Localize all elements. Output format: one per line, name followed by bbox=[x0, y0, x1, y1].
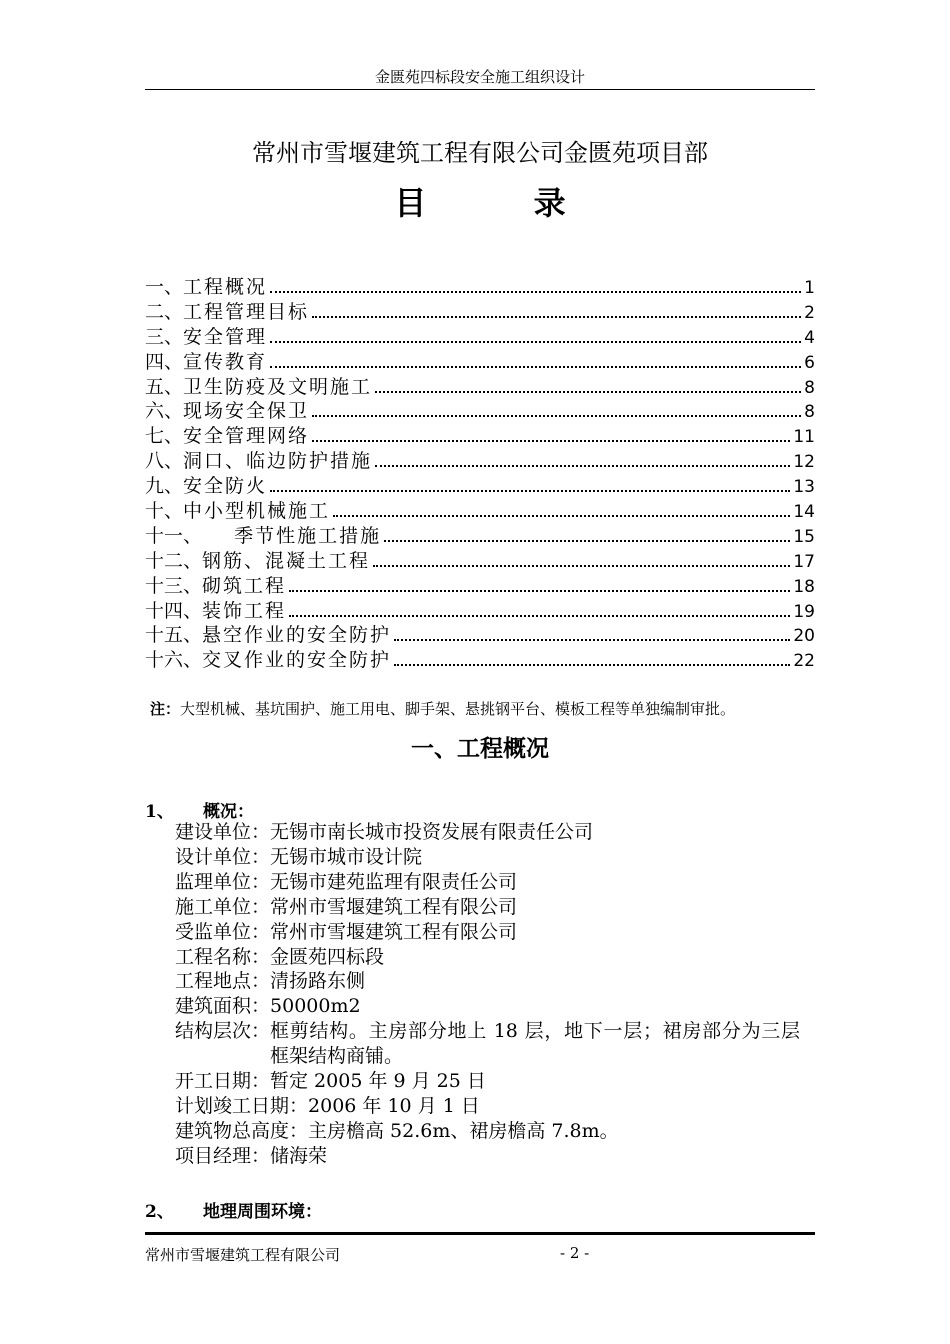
toc-entry-page: 6 bbox=[804, 352, 815, 373]
toc-entry-page: 20 bbox=[793, 626, 815, 647]
info-value: 2006 年 10 月 1 日 bbox=[308, 1094, 480, 1117]
header-rule bbox=[145, 89, 815, 90]
info-key: 建设单位： bbox=[175, 821, 271, 843]
toc-entry-number: 五、 bbox=[145, 375, 184, 398]
toc-entry-page: 13 bbox=[793, 477, 815, 498]
info-value: 50000m2 bbox=[270, 995, 361, 1018]
note bbox=[150, 698, 820, 719]
toc-entry-label: 中小型机械施工 bbox=[183, 500, 331, 523]
subsection-1-number: 1、 bbox=[145, 802, 174, 822]
toc-leader-dots bbox=[312, 315, 801, 318]
info-key: 结构层次： bbox=[175, 1020, 271, 1043]
toc-entry-number: 六、 bbox=[145, 400, 184, 423]
subsection-2-number: 2、 bbox=[145, 1202, 174, 1222]
toc-entry[interactable] bbox=[145, 322, 815, 347]
info-value: 框剪结构。主房部分地上 18 层，地下一层；裙房部分为三层框架结构商铺。 bbox=[270, 1020, 801, 1068]
info-row bbox=[175, 820, 815, 845]
note-text: 大型机械、基坑围护、施工用电、脚手架、悬挑钢平台、模板工程等单独编制审批。 bbox=[180, 700, 736, 718]
info-row bbox=[175, 1144, 815, 1169]
toc-entry-label: 宣传教育 bbox=[183, 350, 268, 373]
toc-entry-number: 十一、 bbox=[145, 524, 203, 547]
info-key: 建筑物总高度： bbox=[175, 1119, 309, 1142]
info-value: 常州市雪堰建筑工程有限公司 bbox=[270, 920, 518, 943]
info-key: 设计单位： bbox=[175, 845, 271, 868]
toc-entry-label: 洞口、临边防护措施 bbox=[183, 450, 373, 473]
toc-entry-label: 安全防火 bbox=[183, 475, 268, 498]
subsection-1 bbox=[145, 797, 254, 822]
info-key: 计划竣工日期： bbox=[175, 1094, 309, 1117]
project-info-list bbox=[175, 820, 815, 1169]
toc-leader-dots bbox=[289, 589, 790, 592]
toc-entry-number: 一、 bbox=[145, 276, 184, 298]
info-row bbox=[175, 1069, 815, 1094]
info-value: 清扬路东侧 bbox=[270, 970, 366, 993]
toc-entry-number: 二、 bbox=[145, 300, 184, 323]
toc-entry[interactable] bbox=[145, 372, 815, 397]
toc-leader-dots bbox=[394, 663, 790, 666]
info-row bbox=[175, 845, 815, 870]
info-row bbox=[175, 994, 815, 1019]
toc-entry-page: 22 bbox=[793, 651, 815, 672]
toc-entry-number: 十五、 bbox=[145, 624, 203, 647]
toc-leader-dots bbox=[270, 489, 790, 492]
toc-leader-dots bbox=[373, 564, 790, 567]
organization-title: 常州市雪堰建筑工程有限公司金匮苑项目部 bbox=[252, 139, 708, 167]
toc-entry-label: 季节性施工措施 bbox=[202, 524, 382, 547]
toc-entry[interactable] bbox=[145, 496, 815, 521]
toc-entry-number: 七、 bbox=[145, 425, 184, 448]
toc-leader-dots bbox=[312, 439, 790, 442]
toc-entry-label: 卫生防疫及文明施工 bbox=[183, 375, 373, 398]
toc-entry-number: 十四、 bbox=[145, 599, 203, 622]
info-row bbox=[175, 920, 815, 945]
toc-entry-number: 八、 bbox=[145, 450, 184, 473]
toc-entry-label: 工程概况 bbox=[183, 276, 268, 298]
info-row bbox=[175, 870, 815, 895]
toc-leader-dots bbox=[375, 464, 790, 467]
toc-heading: 目 录 bbox=[394, 184, 614, 222]
toc-entry-page: 14 bbox=[793, 502, 815, 523]
toc-entry-page: 8 bbox=[804, 402, 815, 423]
info-key: 项目经理： bbox=[175, 1144, 271, 1167]
toc-entry[interactable] bbox=[145, 645, 815, 670]
toc-entry[interactable] bbox=[145, 471, 815, 496]
info-key: 开工日期： bbox=[175, 1070, 271, 1093]
toc-entry-number: 九、 bbox=[145, 475, 184, 498]
toc-entry-page: 18 bbox=[793, 576, 815, 597]
toc-entry-label: 装饰工程 bbox=[202, 599, 287, 622]
info-value: 金匮苑四标段 bbox=[270, 945, 385, 968]
toc-leader-dots bbox=[270, 290, 801, 293]
info-key: 施工单位： bbox=[175, 895, 271, 918]
info-value: 主房檐高 52.6m、裙房檐高 7.8m。 bbox=[308, 1119, 619, 1142]
info-value: 储海荣 bbox=[270, 1144, 328, 1167]
toc-entry-page: 19 bbox=[793, 601, 815, 622]
info-row bbox=[175, 1094, 815, 1119]
info-value: 常州市雪堰建筑工程有限公司 bbox=[270, 895, 518, 918]
toc-entry[interactable] bbox=[145, 571, 815, 596]
toc-entry-number: 十、 bbox=[145, 500, 184, 523]
toc-entry-page: 2 bbox=[804, 302, 815, 323]
toc-entry[interactable] bbox=[145, 297, 815, 322]
toc-leader-dots bbox=[384, 539, 790, 542]
info-key: 工程名称： bbox=[175, 945, 271, 968]
subsection-1-title: 概况： bbox=[203, 802, 254, 822]
toc-entry-page: 8 bbox=[804, 377, 815, 398]
toc-leader-dots bbox=[270, 365, 801, 368]
toc-entry-page: 12 bbox=[793, 452, 815, 473]
toc-entry[interactable] bbox=[145, 596, 815, 621]
info-row bbox=[175, 969, 815, 994]
subsection-2-title: 地理周围环境： bbox=[203, 1202, 322, 1222]
toc-entry-number: 十六、 bbox=[145, 649, 203, 672]
toc-entry-page: 4 bbox=[804, 327, 815, 348]
toc-leader-dots bbox=[333, 514, 790, 517]
toc-leader-dots bbox=[270, 340, 801, 343]
toc-leader-dots bbox=[375, 390, 801, 393]
toc-leader-dots bbox=[289, 614, 790, 617]
footer-company: 常州市雪堰建筑工程有限公司 bbox=[145, 1246, 341, 1264]
toc-entry[interactable] bbox=[145, 396, 815, 421]
info-key: 受监单位： bbox=[175, 920, 271, 943]
toc-entry-label: 现场安全保卫 bbox=[183, 400, 310, 423]
toc-entry-page: 15 bbox=[793, 526, 815, 547]
toc-entry[interactable] bbox=[145, 546, 815, 571]
info-row bbox=[175, 945, 815, 970]
toc-entry-label: 悬空作业的安全防护 bbox=[202, 624, 392, 647]
subsection-2 bbox=[145, 1197, 322, 1222]
info-key: 建筑面积： bbox=[175, 995, 271, 1018]
running-header: 金匮苑四标段安全施工组织设计 bbox=[374, 68, 585, 86]
toc-entry[interactable] bbox=[145, 347, 815, 372]
info-value: 无锡市南长城市投资发展有限责任公司 bbox=[270, 821, 594, 843]
toc-entry[interactable] bbox=[145, 521, 815, 546]
info-value: 无锡市城市设计院 bbox=[270, 845, 423, 868]
toc-entry[interactable] bbox=[145, 421, 815, 446]
toc-entry-label: 砌筑工程 bbox=[202, 574, 287, 597]
note-label: 注： bbox=[150, 700, 181, 718]
info-key: 监理单位： bbox=[175, 870, 271, 893]
toc-entry-label: 交叉作业的安全防护 bbox=[202, 649, 392, 672]
info-row bbox=[175, 1019, 815, 1069]
info-row bbox=[175, 1119, 815, 1144]
toc-entry-number: 四、 bbox=[145, 350, 184, 373]
toc-entry-page: 17 bbox=[793, 551, 815, 572]
toc-entry-page: 11 bbox=[793, 427, 815, 448]
table-of-contents bbox=[145, 272, 815, 670]
toc-leader-dots bbox=[312, 414, 801, 417]
toc-entry-label: 工程管理目标 bbox=[183, 300, 310, 323]
toc-entry-page: 1 bbox=[804, 278, 815, 298]
info-row bbox=[175, 895, 815, 920]
section-title: 一、工程概况 bbox=[411, 736, 549, 762]
info-value: 无锡市建苑监理有限责任公司 bbox=[270, 870, 518, 893]
toc-entry-number: 十三、 bbox=[145, 574, 203, 597]
toc-entry[interactable] bbox=[145, 620, 815, 645]
toc-entry-number: 十二、 bbox=[145, 549, 203, 572]
toc-entry[interactable] bbox=[145, 446, 815, 471]
toc-entry[interactable] bbox=[145, 272, 815, 297]
toc-leader-dots bbox=[394, 638, 790, 641]
footer-page-number: - 2 - bbox=[560, 1244, 590, 1262]
info-key: 工程地点： bbox=[175, 970, 271, 993]
toc-entry-label: 安全管理网络 bbox=[183, 425, 310, 448]
toc-entry-number: 三、 bbox=[145, 325, 184, 348]
toc-entry-label: 安全管理 bbox=[183, 325, 268, 348]
info-value: 暂定 2005 年 9 月 25 日 bbox=[270, 1070, 486, 1093]
footer-rule bbox=[145, 1232, 815, 1235]
toc-entry-label: 钢筋、混凝土工程 bbox=[202, 549, 371, 572]
